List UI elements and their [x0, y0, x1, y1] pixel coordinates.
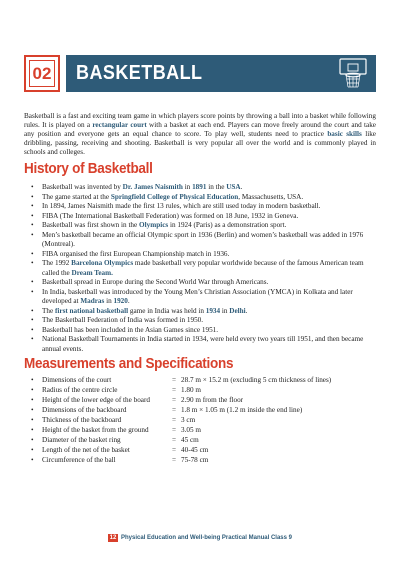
measurement-label: • Radius of the centre circle — [30, 385, 168, 395]
history-item — [30, 250, 370, 260]
measurement-row — [30, 395, 370, 405]
history-text: Basketball spread in Europe during the Second World War through Americans. — [42, 278, 269, 286]
history-text: FIBA organised the first European Championship match in 1936. — [42, 249, 230, 258]
history-item — [30, 212, 370, 222]
history-item — [30, 307, 370, 317]
history-text: The 1992 — [42, 259, 72, 267]
history-highlight: 1934 — [205, 306, 221, 315]
history-highlight: Dream Team. — [71, 268, 113, 277]
basketball-hoop-icon — [338, 58, 368, 89]
history-highlight: Olympics — [139, 221, 169, 229]
measurement-label: • Length of the net of the basket — [30, 445, 168, 455]
measurement-value: 75-78 cm — [181, 456, 209, 464]
history-text: In 1894, James Naismith made the first 13 rules, which are still used today in modern basketball. — [42, 202, 321, 210]
measurement-label: • Circumference of the ball — [30, 455, 168, 465]
history-highlight: Madras — [80, 297, 105, 305]
history-text: Men’s basketball became an official Olympic sport in 1936 (Berlin) and women’s basketball was added in 1976 (Montreal). — [42, 230, 364, 248]
measurement-label: • Dimensions of the court — [30, 375, 168, 385]
measurement-equals: = — [171, 386, 177, 394]
history-item — [30, 326, 370, 336]
history-text: , Massachusetts, USA. — [238, 192, 304, 201]
history-highlight: 1891 — [192, 183, 207, 191]
history-text: Basketball was invented by — [42, 183, 123, 191]
measurement-row — [30, 415, 370, 425]
history-text: FIBA (The International Basketball Federation) was formed on 18 June, 1932 in Geneva. — [42, 211, 299, 220]
measurement-row — [30, 435, 370, 445]
measurement-row — [30, 385, 370, 395]
page-number: 12 — [109, 535, 117, 541]
history-text: in — [104, 297, 114, 305]
measurement-label: • Height of the basket from the ground — [30, 425, 168, 435]
history-item — [30, 335, 370, 354]
history-text: in — [182, 183, 193, 191]
history-item — [30, 316, 370, 326]
chapter-title-bar — [66, 55, 376, 92]
history-highlight: first national basketball — [54, 306, 129, 315]
chapter-number-box — [24, 55, 60, 92]
history-text: National Basketball Tournaments in India started in 1934, were held every two years till 1951, and then became annual events. — [42, 335, 364, 353]
measurement-equals: = — [171, 376, 177, 384]
measurement-label: • Dimensions of the backboard — [30, 405, 168, 415]
chapter-title: BASKETBALL — [76, 62, 203, 84]
history-text: . — [245, 306, 248, 315]
history-item — [30, 278, 370, 288]
history-highlight: 1920 — [113, 297, 128, 305]
measurement-equals: = — [171, 406, 177, 414]
history-text: In India, basketball was introduced by the Young Men’s Christian Association (YMCA) in Kolkata and later developed at — [42, 287, 353, 305]
history-text: in the — [206, 183, 227, 191]
measurement-value: 28.7 m × 15.2 m (excluding 5 cm thickness of lines) — [181, 376, 332, 384]
measurement-row — [30, 425, 370, 435]
measurement-value: 45 cm — [181, 436, 199, 444]
history-text: The Basketball Federation of India was formed in 1950. — [42, 316, 204, 324]
history-text: made basketball very popular worldwide because of the famous American team called the — [42, 259, 364, 277]
measurement-equals: = — [171, 436, 177, 444]
measurements-table — [30, 375, 370, 465]
history-text: in 1924 (Paris) as a demonstration sport. — [168, 221, 287, 229]
measurement-value: 40-45 cm — [181, 446, 209, 454]
measurement-row — [30, 405, 370, 415]
measurement-label: • Height of the lower edge of the board — [30, 395, 168, 405]
history-text: The — [42, 306, 55, 315]
measurement-equals: = — [171, 426, 177, 434]
measurement-row — [30, 375, 370, 385]
measurement-equals: = — [171, 456, 177, 464]
intro-highlight-court: rectangular court — [92, 121, 147, 129]
measurement-row — [30, 445, 370, 455]
measurement-value: 1.80 m — [181, 386, 201, 394]
measurement-label: • Diameter of the basket ring — [30, 435, 168, 445]
history-highlight: Dr. James Naismith — [122, 183, 183, 191]
history-item — [30, 221, 370, 231]
history-text: Basketball was first shown in the — [42, 221, 140, 229]
measurement-label: • Thickness of the backboard — [30, 415, 168, 425]
history-text: . — [127, 297, 130, 305]
intro-text-1: Basketball is a fast and exciting team game in which players score points by throwing a ball into a basket while following rules. It is played on a — [24, 112, 376, 129]
history-text: Basketball has been included in the Asian Games since 1951. — [42, 325, 219, 334]
history-item — [30, 259, 370, 278]
measurement-value: 1.8 m × 1.05 m (1.2 m inside the end line) — [181, 406, 303, 414]
measurement-value: 3 cm — [181, 416, 196, 424]
measurement-value: 3.05 m — [181, 426, 201, 434]
history-highlight: Delhi — [229, 306, 246, 315]
intro-highlight-skills: basic skills — [327, 130, 362, 138]
history-list — [30, 183, 370, 354]
history-text: . — [240, 183, 243, 191]
measurement-equals: = — [171, 446, 177, 454]
page-footer — [0, 534, 400, 542]
history-text: The game started at the — [42, 192, 111, 201]
measurements-heading: Measurements and Specifications — [24, 355, 234, 372]
history-item — [30, 288, 370, 307]
history-item — [30, 231, 370, 250]
intro-paragraph — [24, 112, 376, 157]
history-text: in — [220, 306, 230, 315]
history-heading: History of Basketball — [24, 160, 153, 177]
measurement-equals: = — [171, 396, 177, 404]
history-highlight: Springfield College of Physical Education — [110, 192, 239, 201]
chapter-header — [24, 55, 376, 92]
history-item — [30, 193, 370, 203]
intro-text-3: like dribbling, passing, receiving and shooting. Basketball is very popular all over the world and is commonly played in schools and colleges. — [24, 130, 376, 156]
history-highlight: Barcelona Olympics — [71, 259, 134, 267]
intro-text-2: with a basket at each end. Players can move freely around the court and take any position and everyone gets an equal chance to score. To play well, students need to practice — [24, 121, 376, 138]
history-item — [30, 183, 370, 193]
measurement-equals: = — [171, 416, 177, 424]
history-item — [30, 202, 370, 212]
chapter-number: 02 — [32, 63, 52, 83]
measurement-row — [30, 455, 370, 465]
measurement-value: 2.90 m from the floor — [181, 396, 244, 404]
history-highlight: USA — [226, 183, 241, 191]
footer-title: Physical Education and Well-being Practical Manual Class 9 — [121, 535, 292, 541]
history-text: game in India was held in — [128, 306, 206, 315]
